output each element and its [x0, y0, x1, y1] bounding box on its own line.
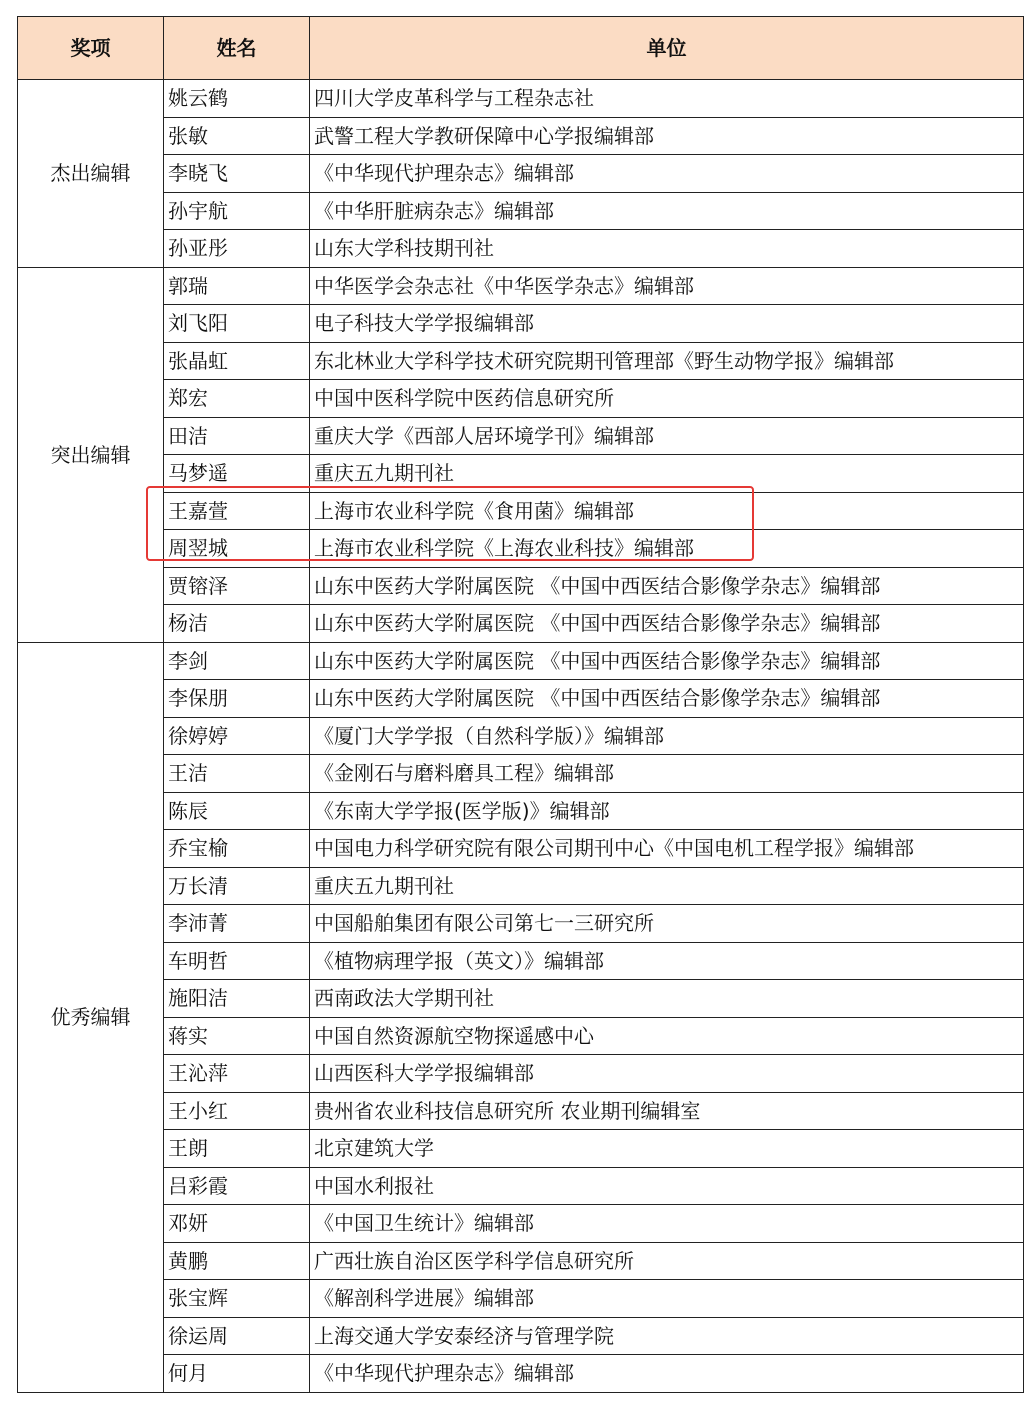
unit-cell: 中国电力科学研究院有限公司期刊中心《中国电机工程学报》编辑部: [310, 830, 1024, 868]
table-row: [18, 267, 1024, 305]
unit-cell: 东北林业大学科学技术研究院期刊管理部《野生动物学报》编辑部: [310, 342, 1024, 380]
name-cell: 马梦遥: [164, 455, 310, 493]
name-cell: 李保朋: [164, 680, 310, 718]
unit-cell: 上海市农业科学院《食用菌》编辑部: [310, 492, 1024, 530]
table-row: [18, 1205, 1024, 1243]
unit-cell: 《中华现代护理杂志》编辑部: [310, 155, 1024, 193]
name-cell: 郭瑞: [164, 267, 310, 305]
table-row: [18, 230, 1024, 268]
name-cell: 王小红: [164, 1092, 310, 1130]
name-cell: 王朗: [164, 1130, 310, 1168]
table-row: [18, 905, 1024, 943]
unit-cell: 《厦门大学学报（自然科学版）》编辑部: [310, 717, 1024, 755]
award-cell: 突出编辑: [18, 267, 164, 642]
name-cell: 王洁: [164, 755, 310, 793]
table-row: [18, 1280, 1024, 1318]
name-cell: 孙宇航: [164, 192, 310, 230]
name-cell: 乔宝榆: [164, 830, 310, 868]
unit-cell: 中华医学会杂志社《中华医学杂志》编辑部: [310, 267, 1024, 305]
unit-cell: 北京建筑大学: [310, 1130, 1024, 1168]
table-row: [18, 417, 1024, 455]
unit-cell: 山西医科大学学报编辑部: [310, 1055, 1024, 1093]
name-cell: 李剑: [164, 642, 310, 680]
name-cell: 周翌城: [164, 530, 310, 568]
unit-cell: 山东中医药大学附属医院 《中国中西医结合影像学杂志》编辑部: [310, 605, 1024, 643]
name-cell: 吕彩霞: [164, 1167, 310, 1205]
award-table: [17, 16, 1024, 1393]
unit-cell: 《中华肝脏病杂志》编辑部: [310, 192, 1024, 230]
table-row: [18, 305, 1024, 343]
unit-cell: 《中华现代护理杂志》编辑部: [310, 1355, 1024, 1393]
name-cell: 邓妍: [164, 1205, 310, 1243]
table-row: [18, 717, 1024, 755]
header-unit: 单位: [310, 17, 1024, 80]
unit-cell: 中国自然资源航空物探遥感中心: [310, 1017, 1024, 1055]
name-cell: 何月: [164, 1355, 310, 1393]
name-cell: 徐婷婷: [164, 717, 310, 755]
table-row: [18, 792, 1024, 830]
table-row: [18, 80, 1024, 118]
table-row: [18, 642, 1024, 680]
name-cell: 张晶虹: [164, 342, 310, 380]
unit-cell: 山东中医药大学附属医院 《中国中西医结合影像学杂志》编辑部: [310, 567, 1024, 605]
name-cell: 车明哲: [164, 942, 310, 980]
award-cell: 杰出编辑: [18, 80, 164, 268]
name-cell: 张宝辉: [164, 1280, 310, 1318]
table-row: [18, 980, 1024, 1018]
unit-cell: 武警工程大学教研保障中心学报编辑部: [310, 117, 1024, 155]
name-cell: 王嘉萱: [164, 492, 310, 530]
unit-cell: 《中国卫生统计》编辑部: [310, 1205, 1024, 1243]
unit-cell: 重庆大学《西部人居环境学刊》编辑部: [310, 417, 1024, 455]
unit-cell: 《植物病理学报（英文）》编辑部: [310, 942, 1024, 980]
name-cell: 田洁: [164, 417, 310, 455]
table-row: [18, 1055, 1024, 1093]
unit-cell: 上海交通大学安泰经济与管理学院: [310, 1317, 1024, 1355]
table-row: [18, 380, 1024, 418]
name-cell: 施阳洁: [164, 980, 310, 1018]
unit-cell: 贵州省农业科技信息研究所 农业期刊编辑室: [310, 1092, 1024, 1130]
table-row: [18, 605, 1024, 643]
table-header-row: [18, 17, 1024, 80]
unit-cell: 重庆五九期刊社: [310, 455, 1024, 493]
unit-cell: 山东中医药大学附属医院 《中国中西医结合影像学杂志》编辑部: [310, 680, 1024, 718]
award-cell: 优秀编辑: [18, 642, 164, 1392]
table-row: [18, 492, 1024, 530]
header-name: 姓名: [164, 17, 310, 80]
table-row: [18, 1017, 1024, 1055]
name-cell: 贾镕泽: [164, 567, 310, 605]
name-cell: 李晓飞: [164, 155, 310, 193]
name-cell: 黄鹏: [164, 1242, 310, 1280]
unit-cell: 《金刚石与磨料磨具工程》编辑部: [310, 755, 1024, 793]
unit-cell: 上海市农业科学院《上海农业科技》编辑部: [310, 530, 1024, 568]
table-row: [18, 567, 1024, 605]
table-row: [18, 1092, 1024, 1130]
table-row: [18, 342, 1024, 380]
name-cell: 李沛菁: [164, 905, 310, 943]
unit-cell: 电子科技大学学报编辑部: [310, 305, 1024, 343]
unit-cell: 山东中医药大学附属医院 《中国中西医结合影像学杂志》编辑部: [310, 642, 1024, 680]
unit-cell: 西南政法大学期刊社: [310, 980, 1024, 1018]
table-row: [18, 680, 1024, 718]
name-cell: 蒋实: [164, 1017, 310, 1055]
unit-cell: 中国中医科学院中医药信息研究所: [310, 380, 1024, 418]
unit-cell: 山东大学科技期刊社: [310, 230, 1024, 268]
name-cell: 王沁萍: [164, 1055, 310, 1093]
name-cell: 陈辰: [164, 792, 310, 830]
table-row: [18, 117, 1024, 155]
unit-cell: 《解剖科学进展》编辑部: [310, 1280, 1024, 1318]
table-row: [18, 1242, 1024, 1280]
unit-cell: 重庆五九期刊社: [310, 867, 1024, 905]
unit-cell: 中国船舶集团有限公司第七一三研究所: [310, 905, 1024, 943]
table-row: [18, 192, 1024, 230]
name-cell: 杨洁: [164, 605, 310, 643]
table-row: [18, 1355, 1024, 1393]
table-row: [18, 867, 1024, 905]
unit-cell: 中国水利报社: [310, 1167, 1024, 1205]
unit-cell: 广西壮族自治区医学科学信息研究所: [310, 1242, 1024, 1280]
name-cell: 刘飞阳: [164, 305, 310, 343]
name-cell: 郑宏: [164, 380, 310, 418]
table-row: [18, 755, 1024, 793]
name-cell: 姚云鹤: [164, 80, 310, 118]
table-body: [18, 80, 1024, 1393]
unit-cell: 《东南大学学报(医学版)》编辑部: [310, 792, 1024, 830]
name-cell: 万长清: [164, 867, 310, 905]
table-row: [18, 1130, 1024, 1168]
name-cell: 张敏: [164, 117, 310, 155]
name-cell: 徐运周: [164, 1317, 310, 1355]
unit-cell: 四川大学皮革科学与工程杂志社: [310, 80, 1024, 118]
table-row: [18, 530, 1024, 568]
table-row: [18, 942, 1024, 980]
table-row: [18, 455, 1024, 493]
name-cell: 孙亚彤: [164, 230, 310, 268]
table-row: [18, 1317, 1024, 1355]
table-row: [18, 830, 1024, 868]
table-row: [18, 1167, 1024, 1205]
table-row: [18, 155, 1024, 193]
header-award: 奖项: [18, 17, 164, 80]
